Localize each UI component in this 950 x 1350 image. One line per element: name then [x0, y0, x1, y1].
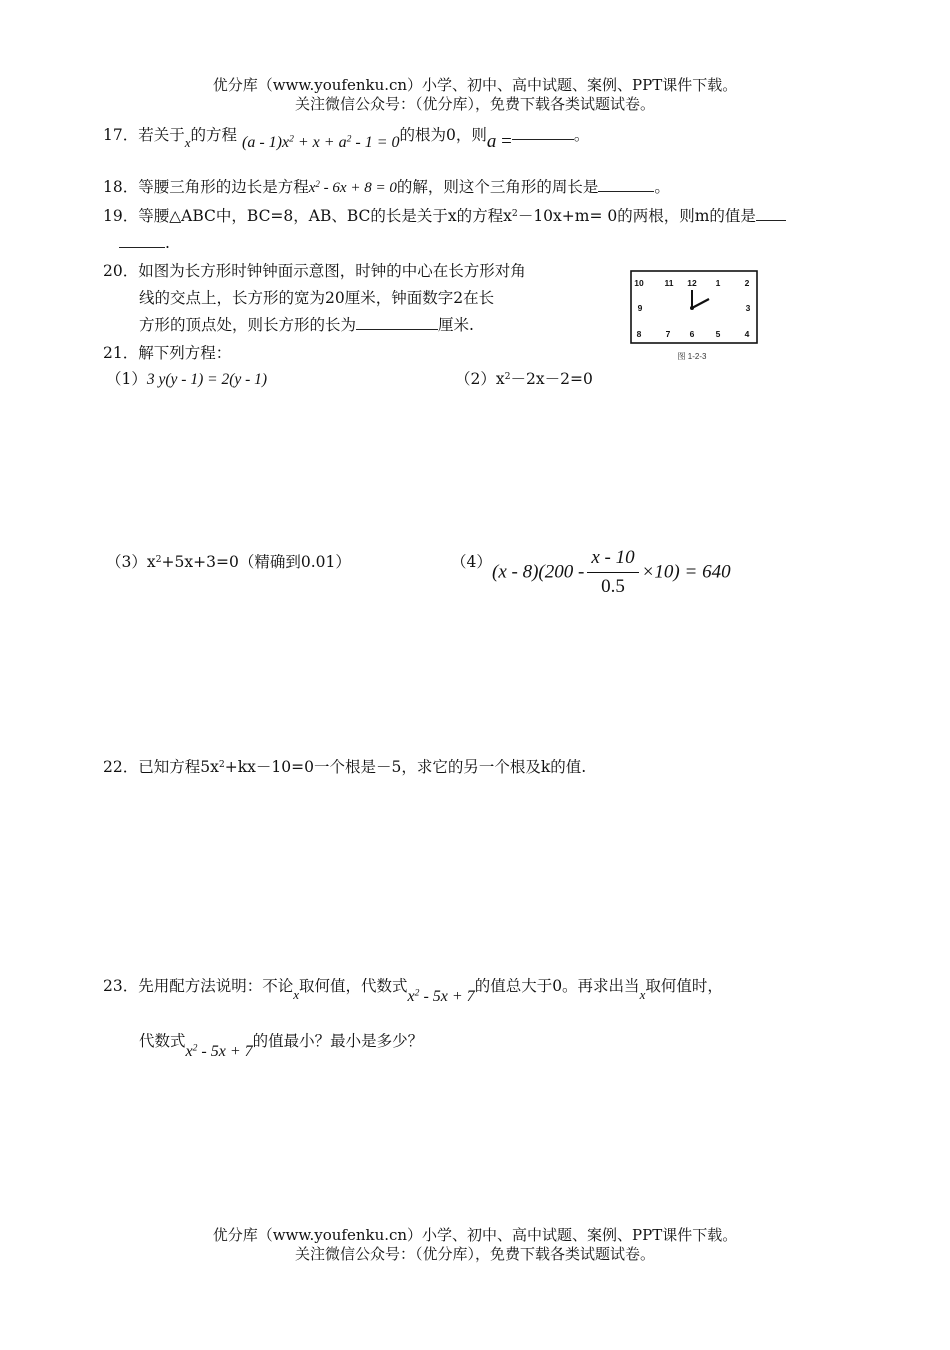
question-20-line-2: 线的交点上，长方形的宽为20厘米，钟面数字2在长: [139, 289, 495, 307]
question-23-line-2: 代数式$x^2 - 5x + 7$的值最小？最小是多少？: [139, 1032, 424, 1060]
question-number: 21．: [103, 344, 139, 362]
question-20-line-1: 20．如图为长方形时钟钟面示意图，时钟的中心在长方形对角: [103, 262, 526, 280]
question-number: 18．: [103, 178, 139, 196]
fraction: $\frac{x - 10}{0.5}$: [587, 546, 638, 599]
question-19: 19．等腰△ABC中，BC=8，AB、BC的长是关于x的方程$x^2-10x+m= 0$的两根，则m的值是: [103, 206, 786, 226]
question-21-part-2: $(2)x^2-2x-2=0$: [455, 370, 593, 388]
question-number: 23．: [103, 977, 139, 995]
clock-number: 5: [715, 329, 721, 339]
clock-number: 9: [637, 303, 643, 313]
clock-number: 12: [687, 278, 697, 288]
question-20-line-3: 方形的顶点处，则长方形的长为 厘米.: [139, 316, 474, 334]
footer-line-2: 关注微信公众号：（优分库），免费下载各类试题试卷。: [294, 1245, 655, 1263]
question-21: 21．解下列方程：: [103, 344, 232, 362]
answer-blank: [598, 177, 654, 192]
equation: $(a - 1)x^2 + x + a^2 - 1 = 0$: [241, 133, 400, 151]
question-21-part-4-label: （4）: [451, 553, 492, 571]
clock-number: 11: [664, 278, 674, 288]
expression: $x^2 - 5x + 7$: [407, 987, 475, 1005]
question-19-continued: .: [119, 233, 170, 253]
clock-number: 7: [665, 329, 671, 339]
question-number: 20．: [103, 262, 139, 280]
figure-caption: 图 1-2-3: [677, 352, 707, 361]
question-21-part-3: $(3)x^2+5x+3=0$（精确到0.01）: [106, 553, 351, 571]
answer-blank: [512, 125, 574, 140]
clock-number: 4: [744, 329, 750, 339]
footer-line-1: 优分库（www.youfenku.cn）小学、初中、高中试题、案例、PPT课件下载。: [212, 1226, 738, 1244]
clock-number: 8: [636, 329, 642, 339]
header-line-1: 优分库（www.youfenku.cn）小学、初中、高中试题、案例、PPT课件下载。: [212, 76, 738, 94]
clock-number: 6: [689, 329, 695, 339]
answer-blank: [356, 315, 438, 330]
header-line-2: 关注微信公众号：（优分库），免费下载各类试题试卷。: [294, 95, 655, 113]
clock-number: 2: [744, 278, 750, 288]
answer-blank: [119, 233, 165, 248]
clock-number: 1: [715, 278, 721, 288]
question-23-line-1: 23．先用配方法说明：不论$_x$取何值，代数式$x^2 - 5x + 7$的值总大于0。再求出当$_x$取何值时，: [103, 977, 723, 1005]
equation: $x^2 - 6x + 8 = 0$: [308, 179, 397, 196]
question-22: 22．已知方程$5x^2+kx-10=0$一个根是－5，求它的另一个根及k的值.: [103, 758, 587, 776]
expression: $x^2 - 5x + 7$: [185, 1042, 253, 1060]
question-number: 22．: [103, 758, 139, 776]
question-18: 18．等腰三角形的边长是方程$x^2 - 6x + 8 = 0$的解，则这个三角形的周长是 。: [103, 178, 670, 196]
clock-number: 10: [634, 278, 644, 288]
answer-blank: [756, 206, 786, 221]
question-17: 17．若关于$_x$的方程 $(a - 1)x^2 + x + a^2 - 1 = 0$的根为0，则a = 。: [103, 126, 590, 152]
clock-center: [690, 306, 694, 310]
question-number: 19．: [103, 207, 139, 225]
question-21-part-4-equation: (x - 8)(200 - $\frac{x - 10}{0.5}$ ×10) = 640: [492, 547, 731, 597]
clock-number: 3: [745, 303, 751, 313]
clock-figure: [624, 268, 764, 366]
question-number: 17．: [103, 126, 139, 144]
question-21-part-1: （1）3 y(y - 1) = 2(y - 1): [106, 370, 268, 388]
